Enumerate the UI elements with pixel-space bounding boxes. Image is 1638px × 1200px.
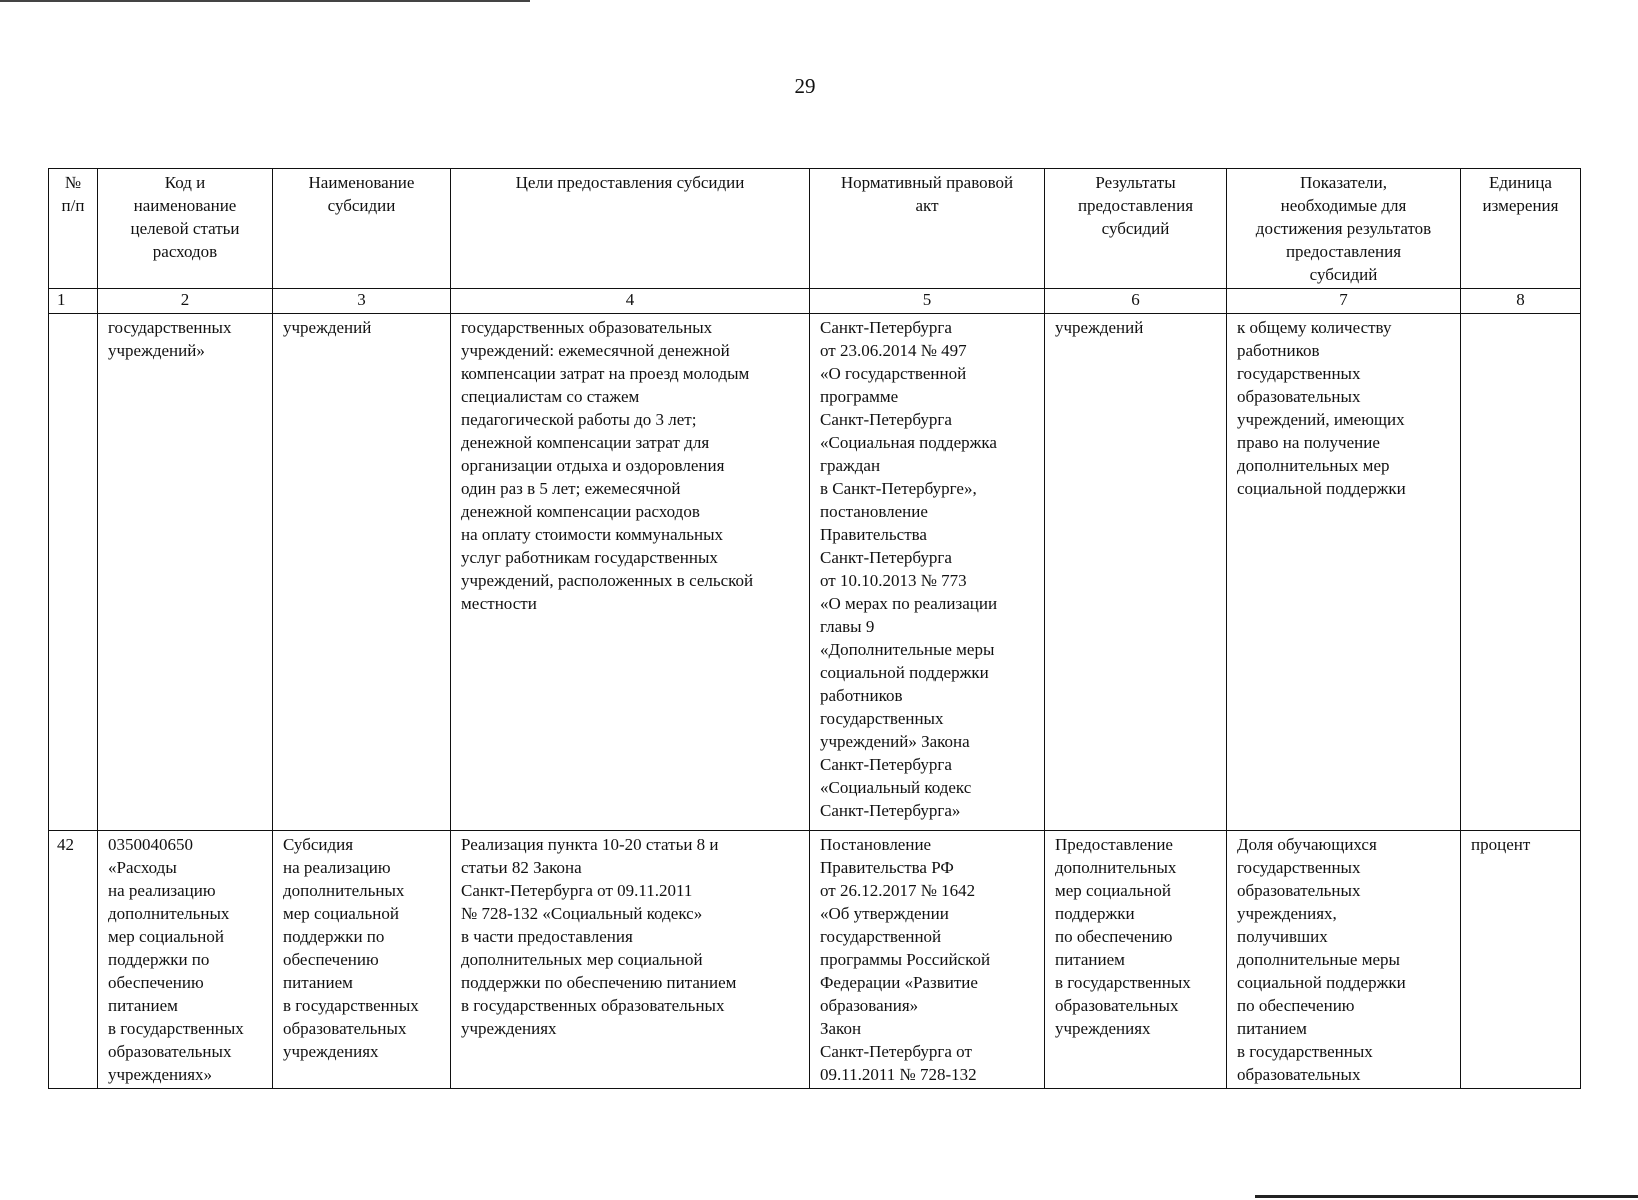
cell-results: учреждений bbox=[1045, 314, 1227, 831]
column-number: 8 bbox=[1461, 289, 1581, 314]
cell-legal-act: Санкт-Петербурга от 23.06.2014 № 497 «О государственной программе Санкт-Петербурга «Социальная поддержка граждан в Санкт-Петербурге», постановление Правительства Санкт-Петербурга от 10.10.2013 № 773 «О мерах по реализации главы 9 «Дополнительные меры социальной поддержки работников государственных учреждений» Закона Санкт-Петербурга «Социальный кодекс Санкт-Петербурга» bbox=[810, 314, 1045, 831]
header-indicators: Показатели, необходимые для достижения результатов предоставления субсидий bbox=[1227, 169, 1461, 289]
header-goals: Цели предоставления субсидии bbox=[451, 169, 810, 289]
cell-indicators: Доля обучающихся государственных образовательных учреждениях, получивших дополнительные меры социальной поддержки по обеспечению питанием в государственных образовательных bbox=[1227, 831, 1461, 1089]
header-legal-act: Нормативный правовой акт bbox=[810, 169, 1045, 289]
column-number: 1 bbox=[49, 289, 98, 314]
header-num: № п/п bbox=[49, 169, 98, 289]
cell-subsidy-name: учреждений bbox=[273, 314, 451, 831]
subsidy-table bbox=[48, 168, 1581, 1089]
cell-goals: Реализация пункта 10-20 статьи 8 и статьи 82 Закона Санкт-Петербурга от 09.11.2011 № 728-132 «Социальный кодекс» в части предоставления дополнительных мер социальной поддержки по обеспечению питанием в государственных образовательных учреждениях bbox=[451, 831, 810, 1089]
header-unit: Единица измерения bbox=[1461, 169, 1581, 289]
cell-unit: процент bbox=[1461, 831, 1581, 1089]
cell-num bbox=[49, 314, 98, 831]
cell-num: 42 bbox=[49, 831, 98, 1089]
header-results: Результаты предоставления субсидий bbox=[1045, 169, 1227, 289]
column-number: 2 bbox=[98, 289, 273, 314]
cell-results: Предоставление дополнительных мер социальной поддержки по обеспечению питанием в государственных образовательных учреждениях bbox=[1045, 831, 1227, 1089]
column-number: 6 bbox=[1045, 289, 1227, 314]
table-header-row bbox=[49, 169, 1581, 289]
cell-unit bbox=[1461, 314, 1581, 831]
column-number: 5 bbox=[810, 289, 1045, 314]
page-number: 29 bbox=[794, 74, 816, 98]
cell-subsidy-name: Субсидия на реализацию дополнительных мер социальной поддержки по обеспечению питанием в государственных образовательных учреждениях bbox=[273, 831, 451, 1089]
cell-code: 0350040650 «Расходы на реализацию дополнительных мер социальной поддержки по обеспечению питанием в государственных образовательных учреждениях» bbox=[98, 831, 273, 1089]
cell-goals: государственных образовательных учреждений: ежемесячной денежной компенсации затрат на проезд молодым специалистам со стажем педагогической работы до 3 лет; денежной компенсации затрат для организации отдыха и оздоровления один раз в 5 лет; ежемесячной денежной компенсации расходов на оплату стоимости коммунальных услуг работникам государственных учреждений, расположенных в сельской местности bbox=[451, 314, 810, 831]
table-row bbox=[49, 314, 1581, 831]
column-number: 7 bbox=[1227, 289, 1461, 314]
table-row bbox=[49, 831, 1581, 1089]
cell-code: государственных учреждений» bbox=[98, 314, 273, 831]
column-number: 4 bbox=[451, 289, 810, 314]
column-number: 3 bbox=[273, 289, 451, 314]
scan-edge-bottom bbox=[1255, 1195, 1638, 1198]
header-code: Код и наименование целевой статьи расходов bbox=[98, 169, 273, 289]
column-number-row bbox=[49, 289, 1581, 314]
scan-edge-top bbox=[0, 0, 530, 2]
cell-indicators: к общему количеству работников государственных образовательных учреждений, имеющих право на получение дополнительных мер социальной поддержки bbox=[1227, 314, 1461, 831]
cell-legal-act: Постановление Правительства РФ от 26.12.2017 № 1642 «Об утверждении государственной программы Российской Федерации «Развитие образования» Закон Санкт-Петербурга от 09.11.2011 № 728-132 bbox=[810, 831, 1045, 1089]
header-subsidy-name: Наименование субсидии bbox=[273, 169, 451, 289]
